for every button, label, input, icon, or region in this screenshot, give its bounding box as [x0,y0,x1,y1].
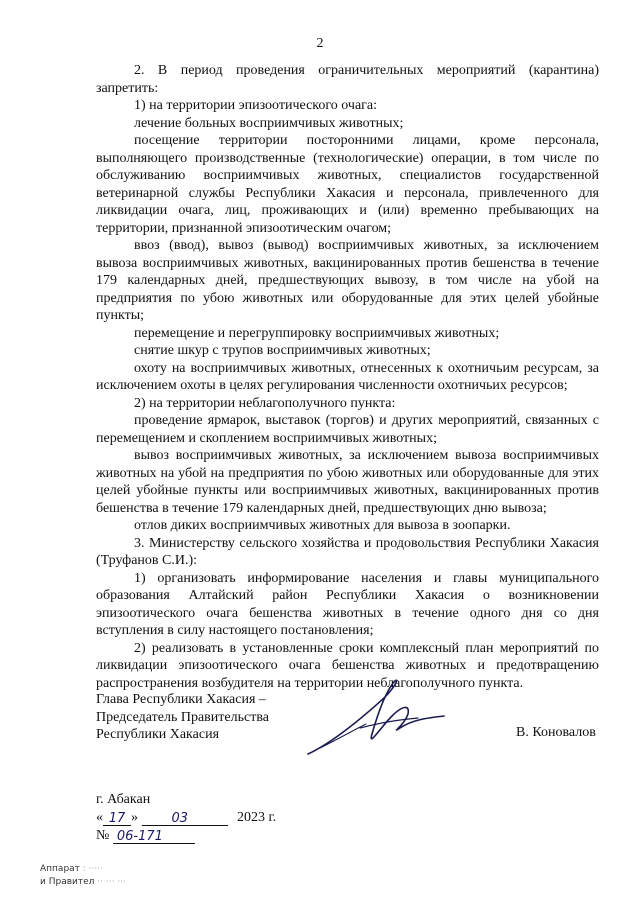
issue-place: г. Абакан [96,792,151,807]
number-sign: № [96,827,110,843]
footer-line: Аппарат : ····· [40,864,103,874]
date-year: 2023 г. [237,809,277,825]
date-close-quote: » [131,809,138,825]
paragraph: 1) на территории эпизоотического очага: [134,98,378,113]
signatory-title-line: Глава Республики Хакасия – [96,692,266,707]
paragraph: 1) организовать информирование населения и главы муниципального образования Алтайский район Республики Хакасия о возникновении эпизоотического очага бешенства животных в течение одного дня со дня вступления в силу настоящего постановления; [96,570,599,638]
date-month: 03 [171,811,189,826]
signatory-name: В. Коновалов [516,725,596,740]
document-body [96,62,599,692]
paragraph: снятие шкур с трупов восприимчивых животных; [134,343,431,358]
signatory-title-line: Председатель Правительства [96,709,269,725]
paragraph: 2) реализовать в установленные сроки комплексный план мероприятий по ликвидации эпизоотического очага бешенства животных и предотвращению распространения возбудителя на территории неблагополучного пункта. [96,640,599,691]
paragraph: 2. В период проведения ограничительных мероприятий (карантина) запретить: [96,63,599,96]
date-day-underline [103,810,131,826]
issue-details [96,791,276,845]
date-day: 17 [108,811,126,826]
paragraph: проведение ярмарок, выставок (торгов) и других мероприятий, связанных с перемещением и скоплением восприимчивых животных; [96,413,599,446]
paragraph: ввоз (ввод), вывоз (вывод) восприимчивых животных, за исключением вывоза восприимчивых животных, вакцинированных против бешенства в течение 179 календарных дней, предшествующих вывозу, в том числе на убой на предприятия по убою животных или оборудованные для этих целей убойные пункты; [96,238,599,323]
issue-date [96,809,276,827]
paragraph: лечение больных восприимчивых животных; [134,115,404,131]
footer-stamp [40,863,126,889]
date-month-underline [142,810,228,826]
paragraph: вывоз восприимчивых животных, за исключением вывоза восприимчивых животных на убой на предприятия по убою животных или оборудованные для этих целей убойные пункты или восприимчивых животных, вакцинированных против бешенства в течение 179 календарных дней, предшествующих дню вывоза; [96,448,599,516]
paragraph: посещение территории посторонними лицами, кроме персонала, выполняющего производственные (технологические) операции, в том числе по обслуживанию восприимчивых животных, специалистов государственной ветеринарной службы Республики Хакасия и персонала, привлеченного для ликвидации очага, лиц, проживающих и (или) временно пребывающих на территории, признанной эпизоотическим очагом; [96,133,599,236]
signatory-title [96,691,269,744]
paragraph: охоту на восприимчивых животных, отнесенных к охотничьим ресурсам, за исключением охоты в целях регулирования численности охотничьих ресурсов; [96,360,599,393]
number-value: 06-171 [116,829,163,844]
handwritten-signature [300,668,450,763]
number-underline [113,828,195,844]
paragraph: перемещение и перегруппировку восприимчивых животных; [134,325,500,341]
date-open-quote: « [96,809,103,825]
page-number: 2 [316,36,324,51]
footer-line: и Правител ·· ··· ··· [40,877,126,887]
paragraph: 2) на территории неблагополучного пункта: [134,395,396,411]
document-number [96,827,276,845]
paragraph: отлов диких восприимчивых животных для вывоза в зоопарки. [134,518,511,533]
paragraph: 3. Министерству сельского хозяйства и продовольствия Республики Хакасия (Труфанов С.И.): [96,535,599,568]
signatory-title-line: Республики Хакасия [96,727,220,742]
